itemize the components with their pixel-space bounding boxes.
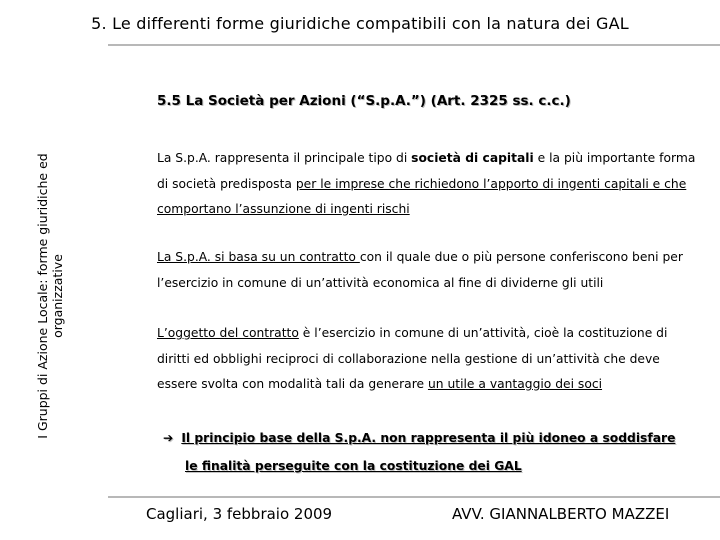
paragraph-4-conclusion xyxy=(163,424,693,480)
section-heading: 5.5 La Società per Azioni (“S.p.A.”) (Art. 2325 ss. c.c.) xyxy=(157,93,571,109)
footer-date-location: Cagliari, 3 febbraio 2009 xyxy=(146,505,333,523)
title-divider xyxy=(108,44,720,46)
p1-text-1: La S.p.A. rappresenta il principale tipo di xyxy=(157,151,412,165)
p1-bold: società di capitali xyxy=(411,151,534,165)
p4-line2 xyxy=(163,452,693,480)
p4-line1-text: Il principio base della S.p.A. non rappresenta il più idoneo a soddisfare xyxy=(181,431,676,445)
p3-underlined-2: un utile a vantaggio dei soci xyxy=(427,377,603,391)
p4-line1 xyxy=(163,424,693,452)
p2-underlined: La S.p.A. si basa su un contratto xyxy=(157,250,360,264)
paragraph-2 xyxy=(157,245,697,296)
footer-divider xyxy=(108,496,720,498)
p3-underlined-1: L’oggetto del contratto xyxy=(157,326,299,340)
page-title: 5. Le differenti forme giuridiche compatibili con la natura dei GAL xyxy=(91,14,629,33)
vertical-title-text xyxy=(35,100,65,492)
paragraph-1 xyxy=(157,146,697,223)
vertical-title-line2: organizzative xyxy=(50,254,65,338)
p3-text: è l’esercizio in comune di un’attività, cioè la costituzione di diritti ed obblighi reciproci di collaborazione nella gestione di un’attività che deve essere svolta con modalità tali da generare xyxy=(157,326,668,391)
vertical-sidebar-title xyxy=(20,100,80,492)
p4-line2-text: le finalità perseguite con la costituzione dei GAL xyxy=(185,459,522,473)
p1-underlined: per le imprese che richiedono l’apporto di ingenti capitali e che comportano l’assunzione di ingenti rischi xyxy=(157,176,687,216)
p1-text-2: e la più importante forma di società predisposta xyxy=(157,151,696,191)
p2-text: con il quale due o più persone conferiscono beni per l’esercizio in comune di un’attività economica al fine di dividerne gli utili xyxy=(157,250,683,290)
vertical-title-line1: I Gruppi di Azione Locale: forme giuridiche ed xyxy=(35,153,50,439)
footer-author: AVV. GIANNALBERTO MAZZEI xyxy=(452,505,670,523)
arrow-right-icon: ➔ xyxy=(163,431,174,445)
paragraph-3 xyxy=(157,321,697,398)
